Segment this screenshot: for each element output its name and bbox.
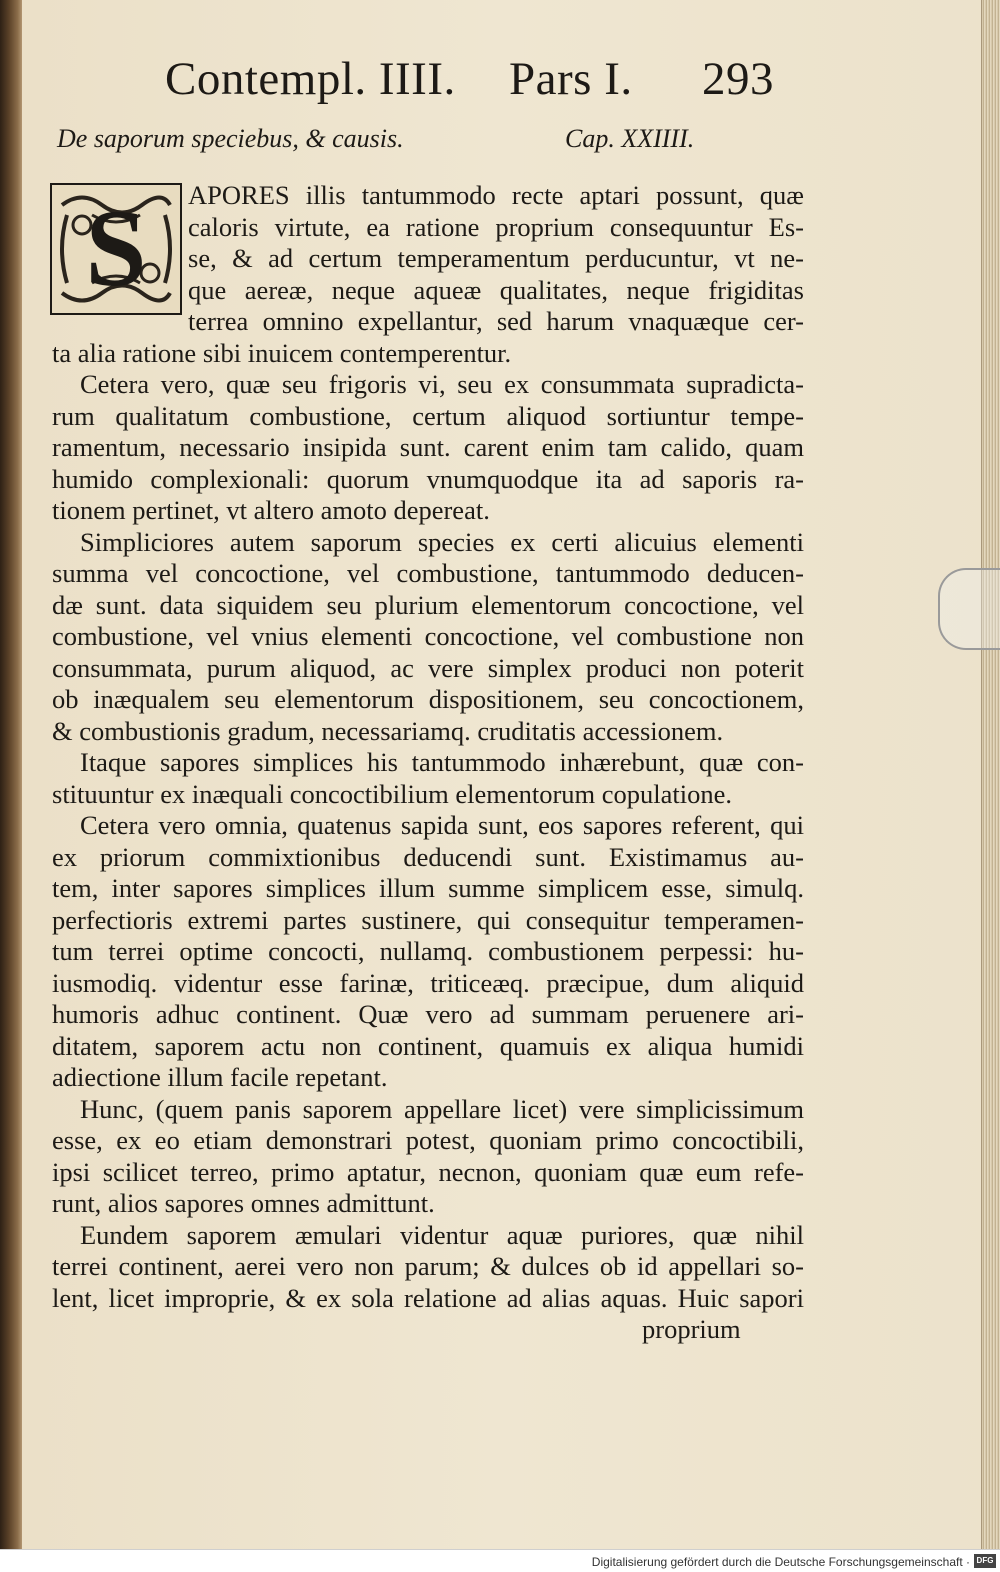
footer-credit: Digitalisierung gefördert durch die Deutsche Forschungsgemeinschaft · xyxy=(591,1555,970,1569)
chapter-heading xyxy=(22,124,980,160)
text-line: APORES illis tantummodo recte aptari possunt, quæ xyxy=(188,180,804,210)
text-line: tum terrei optime concocti, nullamq. combustionem perpessi: hu- xyxy=(52,936,804,966)
text-line: que aereæ, neque aqueæ qualitates, neque frigiditas xyxy=(188,274,804,305)
text-line: consummata, purum aliquod, ac vere simplex produci non poterit xyxy=(52,652,804,683)
text-line: Cetera vero, quæ seu frigoris vi, seu ex consummata supradicta- xyxy=(80,369,804,399)
text-line: ramentum, necessario insipida sunt. carent enim tam calido, quam xyxy=(52,432,804,462)
text-line: iusmodiq. videntur esse farinæ, triticeæq. præcipue, dum aliquid xyxy=(52,967,804,998)
text-line: runt, alios sapores omnes admittunt. xyxy=(52,1188,435,1218)
text-line: ob inæqualem seu elementorum dispositionem, seu concoctionem, xyxy=(52,684,804,714)
text-line: lent, licet improprie, & ex sola relatione ad alias aquas. Huic sapori xyxy=(52,1282,804,1313)
footer-bar xyxy=(0,1549,1000,1572)
text-line: tem, inter sapores simplices illum summe simplicem esse, simulq. xyxy=(52,873,804,903)
text-line: adiectione illum facile repetant. xyxy=(52,1062,388,1092)
page-number: 293 xyxy=(702,53,774,105)
chapter-title: De saporum speciebus, & causis. xyxy=(57,124,404,153)
text-line: se, & ad certum temperamentum perducuntur, vt ne- xyxy=(188,243,804,273)
text-line: humoris adhuc continent. Quæ vero ad summam peruenere ari- xyxy=(52,999,804,1029)
text-line: tionem pertinet, vt altero amoto depereat. xyxy=(52,495,490,525)
page-edges xyxy=(981,0,1000,1550)
text-line: rum qualitatum combustione, certum aliquod sortiuntur tempe- xyxy=(52,400,804,431)
text-line: summa vel concoctione, vel combustione, tantummodo deducen- xyxy=(52,558,804,588)
text-line: dæ sunt. data siquidem seu plurium elementorum concoctione, vel xyxy=(52,589,804,620)
text-line: Cetera vero omnia, quatenus sapida sunt, eos sapores referent, qui xyxy=(80,810,804,840)
catchword: proprium xyxy=(642,1314,741,1344)
text-line: humido complexionali: quorum vnumquodque ita ad saporis ra- xyxy=(52,463,804,494)
text-line: caloris virtute, ea ratione proprium consequuntur Es- xyxy=(188,211,804,242)
text-line: ipsi scilicet terreo, primo aptatur, necnon, quoniam quæ eum refe- xyxy=(52,1156,804,1187)
text-line: Hunc, (quem panis saporem appellare licet) vere simplicissimum xyxy=(80,1093,804,1124)
text-line: Itaque sapores simplices his tantummodo inhærebunt, quæ con- xyxy=(80,747,804,777)
text-line: stituuntur ex inæquali concoctibilium elementorum copulatione. xyxy=(52,778,733,809)
text-line: combustione, vel vnius elementi concoctione, vel combustione non xyxy=(52,621,804,651)
page xyxy=(22,0,980,1550)
gutter-shadow xyxy=(0,0,22,1550)
text-line: esse, ex eo etiam demonstrari potest, quoniam primo concoctibili, xyxy=(52,1125,804,1155)
running-head-pars: Pars I. xyxy=(509,53,633,105)
running-head-title: Contempl. IIII. xyxy=(165,53,456,105)
text-line: Simpliciores autem saporum species ex certi alicuius elementi xyxy=(80,526,804,557)
chapter-number: Cap. XXIIII. xyxy=(565,124,695,153)
text-line: Eundem saporem æmulari videntur aquæ puriores, quæ nihil xyxy=(80,1219,804,1250)
text-line: ex priorum commixtionibus deducendi sunt. Existimamus au- xyxy=(52,841,804,872)
text-line: terrea omnino expellantur, sed harum vnaquæque cer- xyxy=(188,306,804,336)
dfg-logo-icon: DFG xyxy=(974,1554,996,1568)
text-line: terrei continent, aerei vero non parum; & dulces ob id appellari so- xyxy=(52,1251,804,1281)
text-line: ditatem, saporem actu non continent, quamuis ex aliqua humidi xyxy=(52,1030,804,1061)
running-head xyxy=(22,52,980,112)
svg-text:S: S xyxy=(85,187,147,309)
text-line: perfectioris extremi partes sustinere, qui consequitur temperamen- xyxy=(52,904,804,935)
text-line: ta alia ratione sibi inuicem contemperentur. xyxy=(52,337,512,368)
text-line: & combustionis gradum, necessariamq. cruditatis accessionem. xyxy=(52,715,724,746)
body-text xyxy=(52,180,804,1346)
